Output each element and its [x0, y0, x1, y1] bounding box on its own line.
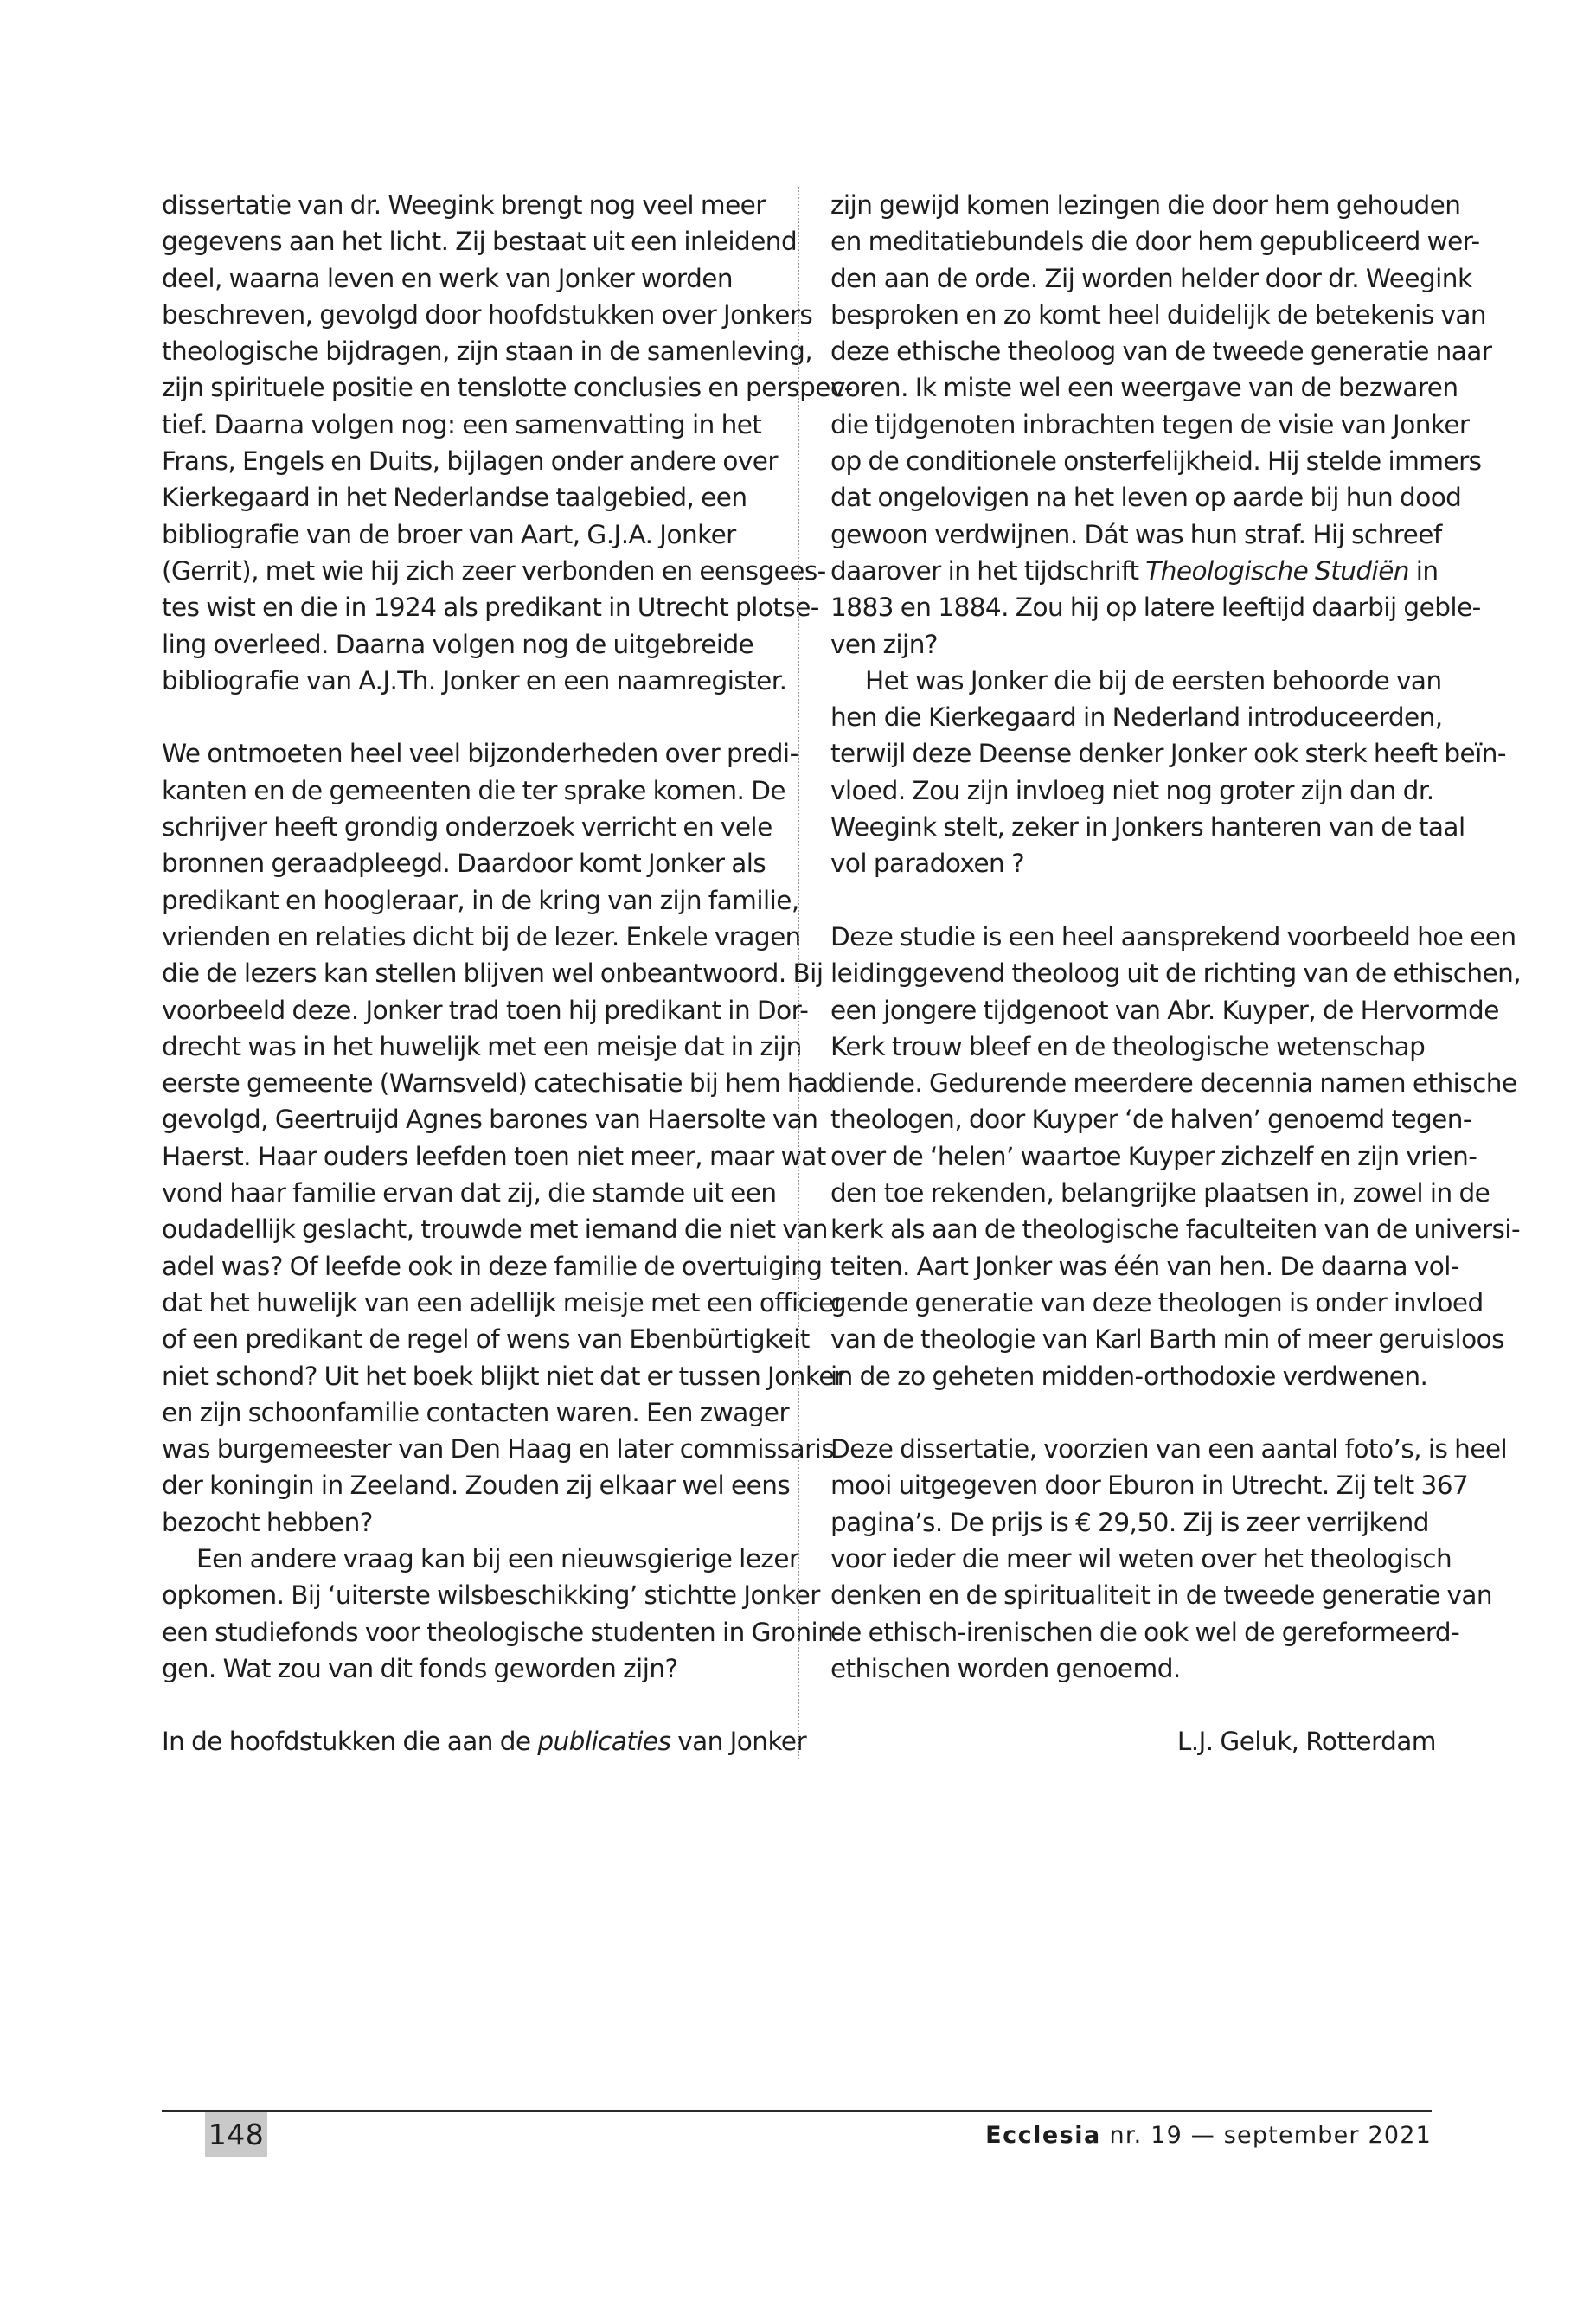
journal-name: Ecclesia: [985, 2122, 1101, 2149]
paragraph-gap: [830, 1394, 1436, 1431]
text-line: predikant en hoogleraar, in de kring van zijn familie,: [162, 885, 799, 915]
text-line: voor ieder die meer wil weten over het theologisch: [830, 1543, 1452, 1574]
text-line: bezocht hebben?: [162, 1507, 373, 1537]
text-line: (Gerrit), met wie hij zich zeer verbonden en eensgees-: [162, 555, 826, 586]
paragraph-first-line: Het was Jonker die bij de eersten behoorde van: [865, 665, 1442, 695]
footer-rule: [162, 2110, 1432, 2112]
text-line: gewoon verdwijnen. Dát was hun straf. Hij schreef: [830, 519, 1442, 549]
text-line: Frans, Engels en Duits, bijlagen onder andere over: [162, 446, 778, 477]
journal-info: [985, 2114, 1432, 2157]
text-line: een studiefonds voor theologische studenten in Gronin-: [162, 1617, 843, 1647]
text-line: niet schond? Uit het boek blijkt niet dat er tussen Jonker: [162, 1361, 844, 1391]
text-line: voren. Ik miste wel een weergave van de bezwaren: [830, 373, 1458, 403]
text-line: terwijl deze Deense denker Jonker ook sterk heeft beïn-: [830, 739, 1507, 769]
text-line: vond haar familie ervan dat zij, die stamde uit een: [162, 1178, 777, 1208]
text-line: Haerst. Haar ouders leefden toen niet meer, maar wat: [162, 1141, 826, 1171]
text-line: 1883 en 1884. Zou hij op latere leeftijd daarbij geble-: [830, 593, 1481, 623]
text-line: zijn gewijd komen lezingen die door hem gehouden: [830, 190, 1461, 220]
text-line: vol paradoxen ?: [830, 849, 1025, 879]
text-line: en zijn schoonfamilie contacten waren. Een zwager: [162, 1397, 790, 1427]
text-line: pagina’s. De prijs is € 29,50. Zij is zeer verrijkend: [830, 1507, 1429, 1537]
text-line: tief. Daarna volgen nog: een samenvatting in het: [162, 409, 762, 439]
text-line: een jongere tijdgenoot van Abr. Kuyper, de Hervormde: [830, 995, 1499, 1025]
text-line: bibliografie van de broer van Aart, G.J.A. Jonker: [162, 519, 736, 549]
text-line: Kerk trouw bleef en de theologische wetenschap: [830, 1031, 1426, 1061]
text-line: van de theologie van Karl Barth min of meer geruisloos: [830, 1324, 1504, 1355]
text-line: dissertatie van dr. Weegink brengt nog veel meer: [162, 190, 766, 220]
text-line: tes wist en die in 1924 als predikant in Utrecht plotse-: [162, 593, 819, 623]
paragraph-gap: [830, 882, 1436, 919]
text-line: theologen, door Kuyper ‘de halven’ genoemd tegen-: [830, 1105, 1472, 1135]
text-line: vrienden en relaties dicht bij de lezer. Enkele vragen: [162, 921, 801, 952]
text-line: deze ethische theoloog van de tweede generatie naar: [830, 336, 1492, 367]
text-line: of een predikant de regel of wens van Ebenbürtigkeit: [162, 1324, 810, 1355]
paragraph-first-line: Een andere vraag kan bij een nieuwsgierige lezer: [196, 1543, 799, 1574]
text-line: teiten. Aart Jonker was één van hen. De daarna vol-: [830, 1251, 1459, 1281]
italic-text-run: publicaties: [537, 1727, 671, 1757]
text-line: diende. Gedurende meerdere decennia namen ethische: [830, 1068, 1517, 1099]
author-signature: L.J. Geluk, Rotterdam: [1176, 1727, 1436, 1757]
text-run: In de hoofdstukken die aan de: [162, 1727, 538, 1757]
text-line: gen. Wat zou van dit fonds geworden zijn?: [162, 1653, 678, 1683]
text-line: der koningin in Zeeland. Zouden zij elkaar wel eens: [162, 1471, 791, 1501]
text-line: mooi uitgegeven door Eburon in Utrecht. Zij telt 367: [830, 1471, 1469, 1501]
text-line: den aan de orde. Zij worden helder door dr. Weegink: [830, 263, 1472, 293]
text-line: die de lezers kan stellen blijven wel onbeantwoord. Bij: [162, 958, 824, 989]
text-line: en meditatiebundels die door hem gepubliceerd wer-: [830, 227, 1480, 257]
text-line: over de ‘helen’ waartoe Kuyper zichzelf en zijn vrien-: [830, 1141, 1477, 1171]
paragraph-gap: [830, 1687, 1436, 1723]
text-line: besproken en zo komt heel duidelijk de betekenis van: [830, 299, 1487, 330]
text-line: op de conditionele onsterfelijkheid. Hij stelde immers: [830, 446, 1482, 477]
text-line: [830, 553, 1439, 589]
text-line: in de zo geheten midden-orthodoxie verdwenen.: [830, 1361, 1428, 1391]
text-line: deel, waarna leven en werk van Jonker worden: [162, 263, 734, 293]
text-line: vloed. Zou zijn invloeg niet nog groter zijn dan dr.: [830, 775, 1434, 805]
paragraph-gap: [162, 699, 767, 735]
text-line: bronnen geraadpleegd. Daardoor komt Jonker als: [162, 849, 766, 879]
text-line: hen die Kierkegaard in Nederland introduceerden,: [830, 702, 1443, 733]
text-run: daarover in het tijdschrift: [830, 555, 1146, 586]
text-line: adel was? Of leefde ook in deze familie de overtuiging: [162, 1251, 823, 1281]
text-line: kanten en de gemeenten die ter sprake komen. De: [162, 775, 785, 805]
text-line: drecht was in het huwelijk met een meisje dat in zijn: [162, 1031, 802, 1061]
text-line: dat het huwelijk van een adellijk meisje met een officier: [162, 1287, 844, 1317]
text-line: bibliografie van A.J.Th. Jonker en een naamregister.: [162, 665, 787, 695]
text-line: leidinggevend theoloog uit de richting van de ethischen,: [830, 958, 1522, 989]
text-line: eerste gemeente (Warnsveld) catechisatie bij hem had: [162, 1068, 834, 1099]
text-line: beschreven, gevolgd door hoofdstukken over Jonkers: [162, 299, 813, 330]
text-line: ling overleed. Daarna volgen nog de uitgebreide: [162, 629, 754, 659]
italic-text-run: Theologische Studiën: [1145, 555, 1409, 586]
text-line: de ethisch-irenischen die ook wel de gereformeerd-: [830, 1617, 1460, 1647]
text-run: van Jonker: [670, 1727, 807, 1757]
text-line: Deze dissertatie, voorzien van een aantal foto’s, is heel: [830, 1434, 1508, 1465]
right-text-column: [830, 187, 1522, 1760]
text-line: ethischen worden genoemd.: [830, 1653, 1181, 1683]
text-line: kerk als aan de theologische faculteiten van de universi-: [830, 1215, 1521, 1245]
text-line: die tijdgenoten inbrachten tegen de visie van Jonker: [830, 409, 1470, 439]
text-line: opkomen. Bij ‘uiterste wilsbeschikking’ stichtte Jonker: [162, 1580, 820, 1611]
text-line: We ontmoeten heel veel bijzonderheden over predi-: [162, 739, 798, 769]
issue-text: nr. 19 — september 2021: [1100, 2122, 1432, 2149]
paragraph-gap: [162, 1687, 767, 1723]
text-line: den toe rekenden, belangrijke plaatsen in, zowel in de: [830, 1178, 1490, 1208]
text-line: schrijver heeft grondig onderzoek verricht en vele: [162, 812, 772, 843]
column-divider: [798, 187, 799, 1759]
text-line: Kierkegaard in het Nederlandse taalgebied, een: [162, 483, 747, 513]
text-line: was burgemeester van Den Haag en later commissaris: [162, 1434, 835, 1465]
text-line: denken en de spiritualiteit in de tweede generatie van: [830, 1580, 1493, 1611]
text-line: gegevens aan het licht. Zij bestaat uit een inleidend: [162, 227, 798, 257]
text-line: ven zijn?: [830, 629, 938, 659]
left-text-column: [162, 187, 853, 1760]
text-line: voorbeeld deze. Jonker trad toen hij predikant in Dor-: [162, 995, 809, 1025]
text-line: oudadellijk geslacht, trouwde met iemand die niet van: [162, 1215, 828, 1245]
text-line: gevolgd, Geertruijd Agnes barones van Haersolte van: [162, 1105, 818, 1135]
text-line: dat ongelovigen na het leven op aarde bij hun dood: [830, 483, 1462, 513]
page-number: 148: [205, 2112, 267, 2157]
text-line: gende generatie van deze theologen is onder invloed: [830, 1287, 1484, 1317]
text-line: [162, 1723, 807, 1759]
text-run: in: [1408, 555, 1439, 586]
text-line: Weegink stelt, zeker in Jonkers hanteren van de taal: [830, 812, 1465, 843]
text-line: Deze studie is een heel aansprekend voorbeeld hoe een: [830, 921, 1516, 952]
text-line: theologische bijdragen, zijn staan in de samenleving,: [162, 336, 813, 367]
text-line: zijn spirituele positie en tenslotte conclusies en perspec-: [162, 373, 853, 403]
